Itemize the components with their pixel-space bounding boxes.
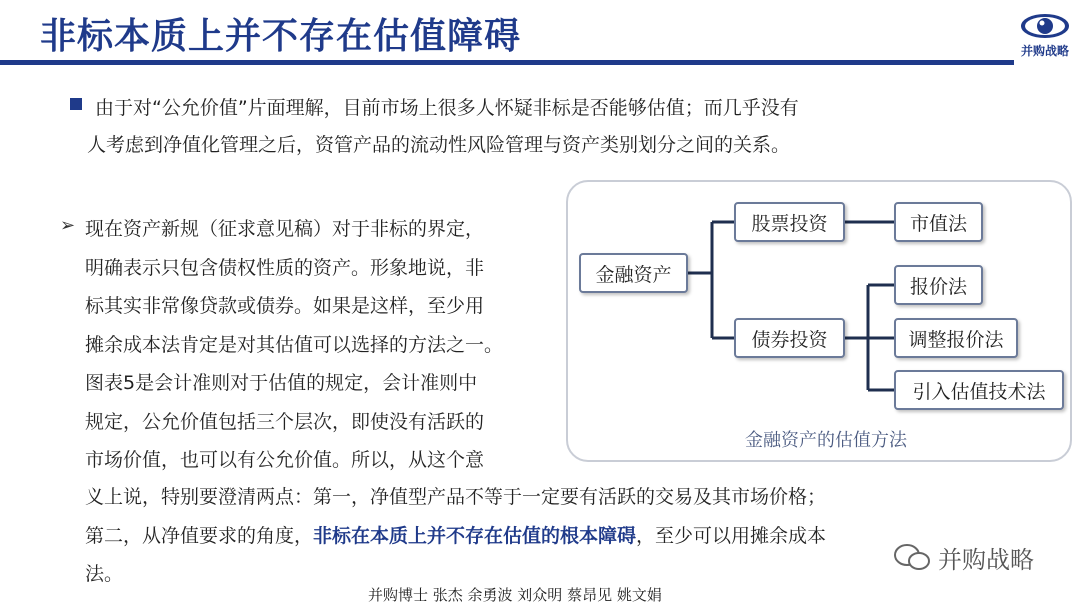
node-bond-investment: 债券投资 (734, 318, 845, 358)
node-adjusted-quote-method: 调整报价法 (894, 318, 1018, 358)
wechat-icon (893, 542, 933, 574)
diagram-caption: 金融资产的估值方法 (745, 430, 907, 451)
main-line: 现在资产新规（征求意见稿）对于非标的界定， (85, 218, 485, 240)
node-valuation-technique-method: 引入估值技术法 (894, 370, 1064, 410)
main-line-emphasis: 第二，从净值要求的角度，非标在本质上并不存在估值的根本障碍，至少可以用摊余成本 (85, 524, 827, 547)
intro-line-2: 人考虑到净值化管理之后，资管产品的流动性风险管理与资产类别划分之间的关系。 (87, 134, 791, 156)
page-title: 非标本质上并不存在估值障碍 (40, 16, 522, 57)
main-line: 市场价值，也可以有公允价值。所以，从这个意 (85, 449, 485, 471)
logo-text: 并购战略 (1020, 44, 1069, 58)
watermark-text: 并购战略 (938, 546, 1034, 574)
key-conclusion: 非标在本质上并不存在估值的根本障碍 (313, 524, 637, 547)
footer-authors: 并购博士 张杰 余勇波 刘众明 蔡昂见 姚文娟 (368, 586, 662, 604)
node-financial-assets: 金融资产 (579, 253, 688, 293)
main-line: 图表5是会计准则对于估值的规定，会计准则中 (85, 372, 478, 394)
main-line: 义上说，特别要澄清两点：第一，净值型产品不等于一定要有活跃的交易及其市场价格； (85, 486, 827, 508)
node-quote-method: 报价法 (894, 265, 983, 305)
main-line: 标其实非常像贷款或债券。如果是这样，至少用 (85, 295, 485, 317)
main-line: 摊余成本法肯定是对其估值可以选择的方法之一。 (85, 333, 504, 356)
arrow-bullet-icon: ➢ (60, 215, 76, 236)
node-market-value-method: 市值法 (894, 202, 983, 242)
main-line: 法。 (85, 563, 124, 585)
intro-line-1: 由于对“公允价值”片面理解，目前市场上很多人怀疑非标是否能够估值；而几乎没有 (95, 97, 799, 119)
main-line: 明确表示只包含债权性质的资产。形象地说，非 (85, 256, 485, 279)
node-stock-investment: 股票投资 (734, 202, 845, 242)
main-line: 规定，公允价值包括三个层次，即使没有活跃的 (85, 410, 485, 433)
